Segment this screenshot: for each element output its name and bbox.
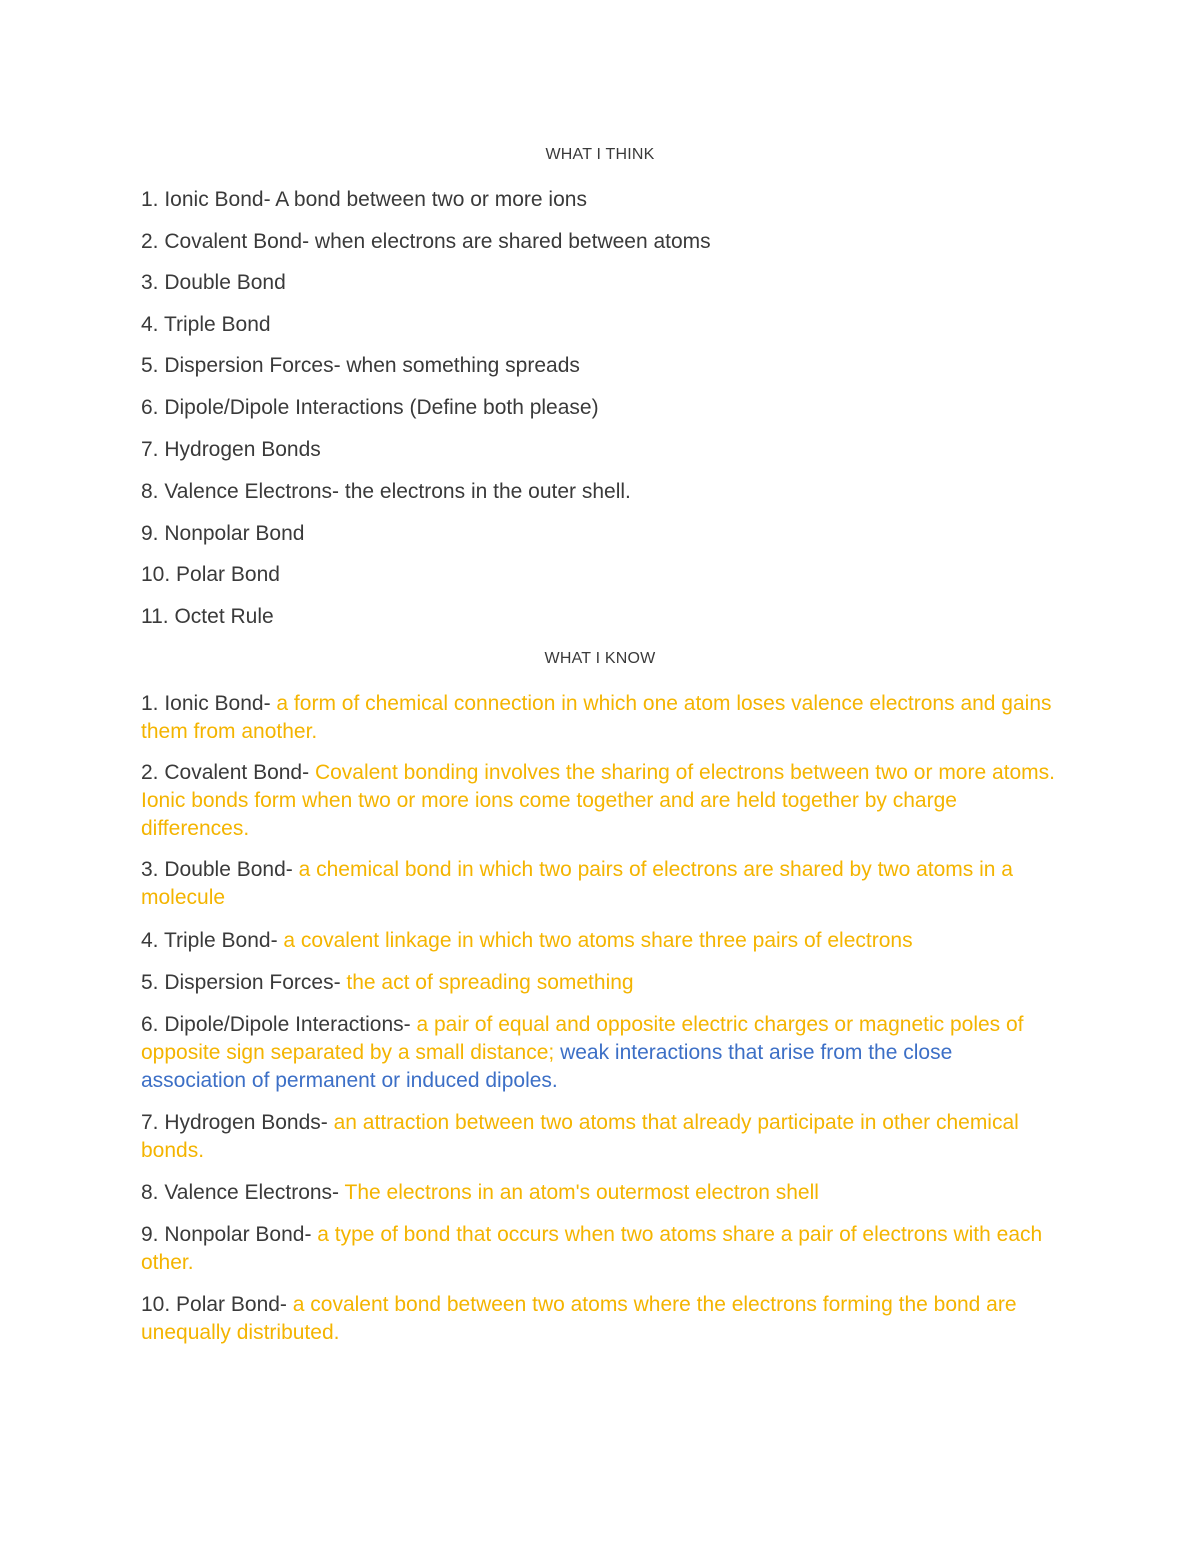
- know-item-10: [141, 1291, 1061, 1347]
- know-term: 10. Polar Bond-: [141, 1293, 293, 1316]
- know-item-4: [141, 927, 1061, 955]
- know-term: 7. Hydrogen Bonds-: [141, 1111, 334, 1134]
- think-item-7: 7. Hydrogen Bonds: [141, 438, 321, 461]
- think-item-5: 5. Dispersion Forces- when something spreads: [141, 354, 580, 377]
- think-item-6: 6. Dipole/Dipole Interactions (Define both please): [141, 396, 599, 419]
- know-definition: a type of bond that occurs when two atoms share a pair of electrons with each other.: [141, 1223, 1043, 1274]
- know-definition: a form of chemical connection in which one atom loses valence electrons and gains them from another.: [141, 692, 1052, 743]
- think-item-9: 9. Nonpolar Bond: [141, 522, 305, 545]
- know-item-2: [141, 759, 1061, 843]
- know-definition: a covalent bond between two atoms where the electrons forming the bond are unequally distributed.: [141, 1293, 1017, 1344]
- know-term: 1. Ionic Bond-: [141, 692, 277, 715]
- know-definition: The electrons in an atom's outermost electron shell: [344, 1181, 819, 1204]
- know-item-9: [141, 1221, 1061, 1277]
- know-definition: an attraction between two atoms that already participate in other chemical bonds.: [141, 1111, 1019, 1162]
- know-term: 9. Nonpolar Bond-: [141, 1223, 318, 1246]
- know-term: 8. Valence Electrons-: [141, 1181, 345, 1204]
- know-term: 5. Dispersion Forces-: [141, 971, 347, 994]
- think-item-3: 3. Double Bond: [141, 271, 286, 294]
- know-item-5: [141, 969, 1061, 997]
- think-item-1: 1. Ionic Bond- A bond between two or more ions: [141, 188, 587, 211]
- know-definition: the act of spreading something: [346, 971, 634, 994]
- know-term: 4. Triple Bond-: [141, 929, 284, 952]
- know-definition: a pair of equal and opposite electric charges or magnetic poles of opposite sign separated by a small distance;: [141, 1013, 1024, 1064]
- know-item-6: [141, 1011, 1061, 1095]
- know-item-7: [141, 1109, 1061, 1165]
- know-item-1: [141, 690, 1061, 746]
- know-definition: a covalent linkage in which two atoms share three pairs of electrons: [283, 929, 913, 952]
- think-item-11: 11. Octet Rule: [141, 605, 274, 628]
- know-term: 6. Dipole/Dipole Interactions-: [141, 1013, 417, 1036]
- know-item-8: [141, 1179, 1061, 1207]
- what-i-know-heading: WHAT I KNOW: [544, 650, 656, 667]
- what-i-think-heading: WHAT I THINK: [545, 146, 655, 163]
- know-item-3: [141, 856, 1061, 912]
- know-term: 2. Covalent Bond-: [141, 761, 315, 784]
- think-item-10: 10. Polar Bond: [141, 563, 280, 586]
- know-term: 3. Double Bond-: [141, 858, 299, 881]
- think-item-4: 4. Triple Bond: [141, 313, 271, 336]
- know-definition: a chemical bond in which two pairs of electrons are shared by two atoms in a molecule: [141, 858, 1013, 909]
- know-definition: Covalent bonding involves the sharing of electrons between two or more atoms. Ionic bonds form when two or more ions come together and are held together by charge differences.: [141, 761, 1056, 840]
- know-definition-extra: weak interactions that arise from the close association of permanent or induced dipoles.: [141, 1041, 953, 1092]
- think-item-8: 8. Valence Electrons- the electrons in the outer shell.: [141, 480, 631, 503]
- think-item-2: 2. Covalent Bond- when electrons are shared between atoms: [141, 230, 711, 253]
